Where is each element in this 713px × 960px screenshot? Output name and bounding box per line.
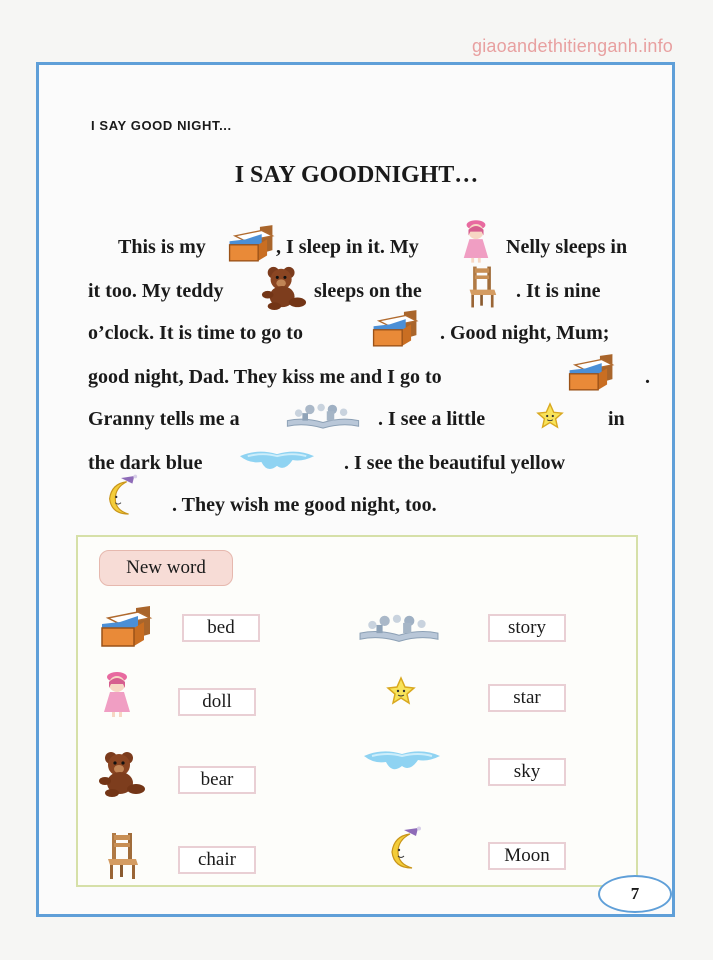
word-bed: bed bbox=[182, 614, 260, 642]
moon-icon bbox=[102, 474, 140, 518]
story-text: , I sleep in it. My bbox=[276, 236, 419, 258]
story-text: . It is nine bbox=[516, 280, 601, 302]
story-text: Nelly sleeps in bbox=[506, 236, 628, 258]
story-text: it too. My teddy bbox=[88, 280, 224, 302]
chair-icon bbox=[466, 264, 498, 310]
story-text: . I see the beautiful yellow bbox=[344, 452, 566, 474]
star-icon bbox=[536, 402, 564, 430]
new-word-label: New word bbox=[99, 550, 233, 586]
sky-cloud-icon bbox=[362, 746, 442, 776]
word-sky: sky bbox=[488, 758, 566, 786]
chair-icon bbox=[104, 830, 140, 882]
word-moon: Moon bbox=[488, 842, 566, 870]
bed-icon bbox=[566, 352, 616, 392]
word-bear: bear bbox=[178, 766, 256, 794]
word-star: star bbox=[488, 684, 566, 712]
doll-icon bbox=[100, 670, 134, 718]
story-text: Granny tells me a bbox=[88, 408, 240, 430]
star-icon bbox=[386, 676, 416, 706]
teddy-bear-icon bbox=[96, 748, 148, 798]
page-number: 7 bbox=[598, 875, 672, 913]
story-book-icon bbox=[284, 400, 362, 430]
story-text: the dark blue bbox=[88, 452, 203, 474]
story-text: . They wish me good night, too. bbox=[172, 494, 437, 516]
story-book-icon bbox=[358, 610, 440, 644]
watermark: giaoandethitienganh.info bbox=[472, 36, 673, 56]
story-text: good night, Dad. They kiss me and I go to bbox=[88, 366, 442, 388]
teddy-bear-icon bbox=[258, 264, 310, 310]
doll-icon bbox=[460, 218, 492, 264]
sky-cloud-icon bbox=[238, 446, 316, 476]
bed-icon bbox=[370, 308, 420, 348]
story-text: . I see a little bbox=[378, 408, 486, 430]
word-story: story bbox=[488, 614, 566, 642]
moon-icon bbox=[384, 826, 424, 872]
word-doll: doll bbox=[178, 688, 256, 716]
word-chair: chair bbox=[178, 846, 256, 874]
story-text: o’clock. It is time to go to bbox=[88, 322, 303, 344]
story-text: in bbox=[608, 408, 625, 430]
bed-icon bbox=[226, 223, 276, 263]
story-text: . bbox=[645, 366, 650, 388]
story-text: This is my bbox=[118, 236, 206, 258]
page-header: I SAY GOOD NIGHT... bbox=[91, 118, 232, 133]
page-title: I SAY GOODNIGHT… bbox=[234, 162, 479, 188]
story-text: . Good night, Mum; bbox=[440, 322, 610, 344]
story-text: sleeps on the bbox=[314, 280, 422, 302]
bed-icon bbox=[98, 604, 154, 648]
